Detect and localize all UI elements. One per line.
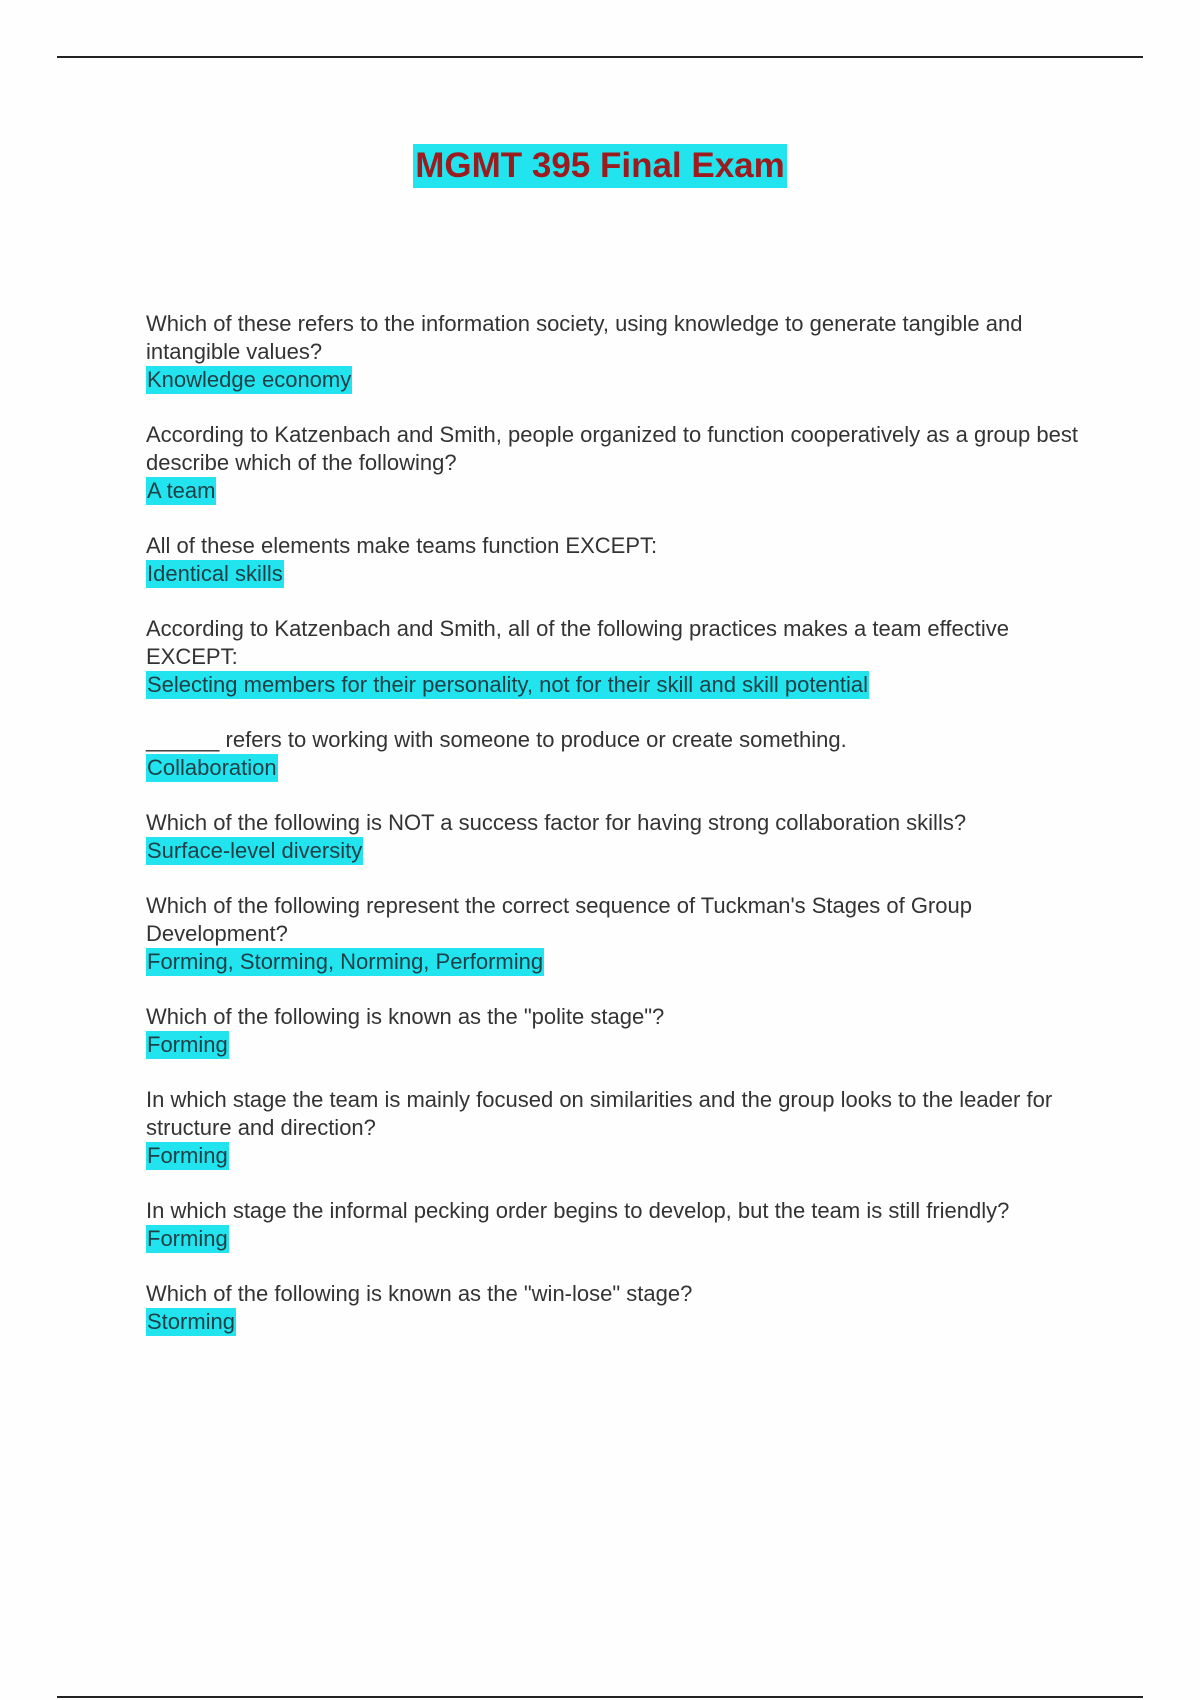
answer-highlight: Forming (147, 1032, 228, 1057)
question-text: In which stage the informal pecking order begins to develop, but the team is still friendly? (146, 1198, 1010, 1223)
question-item (146, 532, 1086, 588)
answer-highlight: Storming (147, 1309, 236, 1334)
footer-rule (57, 1696, 1143, 1698)
header-rule (57, 56, 1143, 58)
question-item (146, 726, 1086, 782)
question-item (146, 1280, 1086, 1336)
question-text: All of these elements make teams function EXCEPT: (146, 533, 658, 558)
question-text: ______ refers to working with someone to produce or create something. (146, 727, 847, 752)
question-text: According to Katzenbach and Smith, all of the following practices makes a team effective EXCEPT: (146, 616, 1009, 669)
question-item (146, 892, 1086, 976)
answer-highlight: Knowledge economy (147, 367, 352, 392)
question-text: Which of the following is known as the "polite stage"? (146, 1004, 665, 1029)
answer-highlight: Collaboration (147, 755, 277, 780)
question-item (146, 615, 1086, 699)
answer-highlight: Forming (147, 1143, 228, 1168)
question-text: In which stage the team is mainly focused on similarities and the group looks to the leader for structure and direction? (146, 1087, 1053, 1140)
question-text: Which of the following represent the correct sequence of Tuckman's Stages of Group Development? (146, 893, 972, 946)
question-item (146, 1197, 1086, 1253)
question-text: Which of the following is known as the "win-lose" stage? (146, 1281, 693, 1306)
answer-highlight: Forming (147, 1226, 228, 1251)
answer-highlight: Forming, Storming, Norming, Performing (147, 949, 544, 974)
question-text: Which of these refers to the information society, using knowledge to generate tangible and intangible values? (146, 311, 1023, 364)
question-item (146, 1086, 1086, 1170)
question-list (146, 310, 1086, 1363)
question-item (146, 310, 1086, 394)
question-item (146, 809, 1086, 865)
answer-highlight: Surface-level diversity (147, 838, 363, 863)
title-container (0, 144, 1200, 188)
answer-highlight: Identical skills (147, 561, 283, 586)
question-text: Which of the following is NOT a success factor for having strong collaboration skills? (146, 810, 967, 835)
document-title: MGMT 395 Final Exam (413, 144, 787, 188)
question-item (146, 421, 1086, 505)
question-item (146, 1003, 1086, 1059)
answer-highlight: A team (147, 478, 216, 503)
question-text: According to Katzenbach and Smith, people organized to function cooperatively as a group best describe which of the following? (146, 422, 1078, 475)
answer-highlight: Selecting members for their personality, not for their skill and skill potential (147, 672, 869, 697)
